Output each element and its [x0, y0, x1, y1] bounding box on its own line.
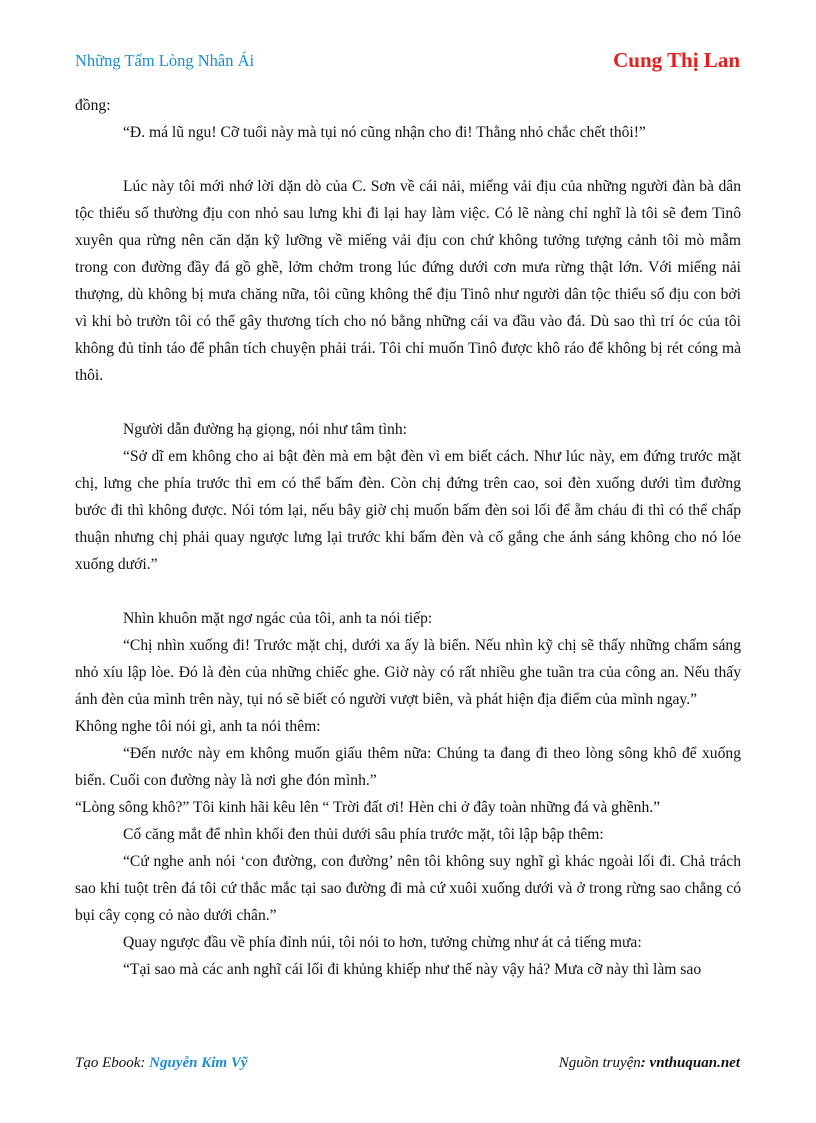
creator-separator: : — [140, 1055, 150, 1071]
author-name: Cung Thị Lan — [613, 48, 740, 72]
paragraph: “Đ. má lũ ngu! Cỡ tuổi này mà tụi nó cũng nhận cho đi! Thằng nhỏ chắc chết thôi!” — [123, 124, 646, 141]
source-separator: : — [640, 1055, 650, 1071]
creator-name: Nguyễn Kim Vỹ — [149, 1055, 248, 1071]
paragraph: Quay ngược đầu về phía đỉnh núi, tôi nói to hơn, tưởng chừng như át cả tiếng mưa: — [123, 934, 642, 951]
paragraph: “Tại sao mà các anh nghĩ cái lối đi khủng khiếp như thế này vậy hả? Mưa cỡ này thì làm sao — [123, 961, 702, 978]
paragraph: Người dẫn đường hạ giọng, nói như tâm tình: — [123, 421, 407, 438]
page-body — [75, 92, 741, 983]
paragraph: “Chị nhìn xuống đi! Trước mặt chị, dưới xa ấy là biển. Nếu nhìn kỹ chị sẽ thấy những chấm sáng nhỏ xíu lập lòe. Đó là đèn của những chiếc ghe. Giờ này có rất nhiều ghe tuần tra của công an. Nếu thấy ánh đèn của mình trên này, tụi nó sẽ biết có người vượt biên, và phát hiện địa điểm của mình ngay.” — [75, 637, 741, 708]
paragraph: Cố căng mắt để nhìn khối đen thủi dưới sâu phía trước mặt, tôi lập bập thêm: — [123, 826, 604, 843]
book-title: Những Tấm Lòng Nhân Ái — [75, 51, 255, 70]
source-site: vnthuquan.net — [649, 1055, 740, 1071]
paragraph: “Đến nước này em không muốn giấu thêm nữa: Chúng ta đang đi theo lòng sông khô để xuống biển. Cuối con đường này là nơi ghe đón mình.” — [75, 745, 741, 789]
paragraph: “Cứ nghe anh nói ‘con đường, con đường’ nên tôi không suy nghĩ gì khác ngoài lối đi. Chả trách sao khi tuột trên đá tôi cứ thắc mắc tại sao đường đi mà cứ xuôi xuống dưới và ở trong rừng sao chẳng có bụi cây cọng cỏ nào dưới chân.” — [75, 853, 741, 924]
source-label: Nguồn truyện — [558, 1055, 641, 1071]
paragraph: Nhìn khuôn mặt ngơ ngác của tôi, anh ta nói tiếp: — [123, 610, 433, 627]
footer-creator — [75, 1055, 248, 1072]
paragraph: Không nghe tôi nói gì, anh ta nói thêm: — [75, 718, 321, 735]
footer-source — [559, 1055, 740, 1072]
paragraph: Lúc này tôi mới nhớ lời dặn dò của C. Sơn về cái nải, miếng vải địu của những người đàn bà dân tộc thiểu số thường địu con nhỏ sau lưng khi đi lại hay làm việc. Có lẽ nàng chỉ nghĩ là tôi sẽ đem Tinô xuyên qua rừng nên căn dặn kỹ lưỡng về miếng vải địu con chứ không tưởng tượng cảnh tôi mò mẫm trong con đường đầy đá gồ ghề, lởm chởm trong lúc đứng dưới cơn mưa rừng thật lớn. Với miếng nải thượng, dù không bị mưa chăng nữa, tôi cũng không thể địu Tinô như người dân tộc thiểu số địu con bởi vì khi bò trườn tôi có thể gây thương tích cho nó bằng những cái va đầu vào đá. Dù sao thì trí óc của tôi không đủ tỉnh táo để phân tích chuyện phải trái. Tôi chỉ muốn Tinô được khô ráo để không bị rét cóng mà thôi. — [75, 178, 741, 384]
paragraph: “Lòng sông khô?” Tôi kinh hãi kêu lên “ Trời đất ơi! Hèn chi ở đây toàn những đá và ghềnh.” — [75, 799, 661, 816]
paragraph: “Sở dĩ em không cho ai bật đèn mà em bật đèn vì em biết cách. Như lúc này, em đứng trước mặt chị, lưng che phía trước thì em có thể bấm đèn. Còn chị đứng trên cao, soi đèn xuống dưới tìm đường bước đi thì không được. Nói tóm lại, nếu bây giờ chị muốn bấm đèn soi lối để ẵm cháu đi thì có thể chấp thuận nhưng chị phải quay ngược lưng lại trước khi bấm đèn và cố gắng che ánh sáng không cho nó lóe xuống dưới.” — [75, 448, 741, 573]
creator-label: Tạo Ebook — [75, 1055, 141, 1071]
paragraph: đồng: — [75, 97, 111, 114]
